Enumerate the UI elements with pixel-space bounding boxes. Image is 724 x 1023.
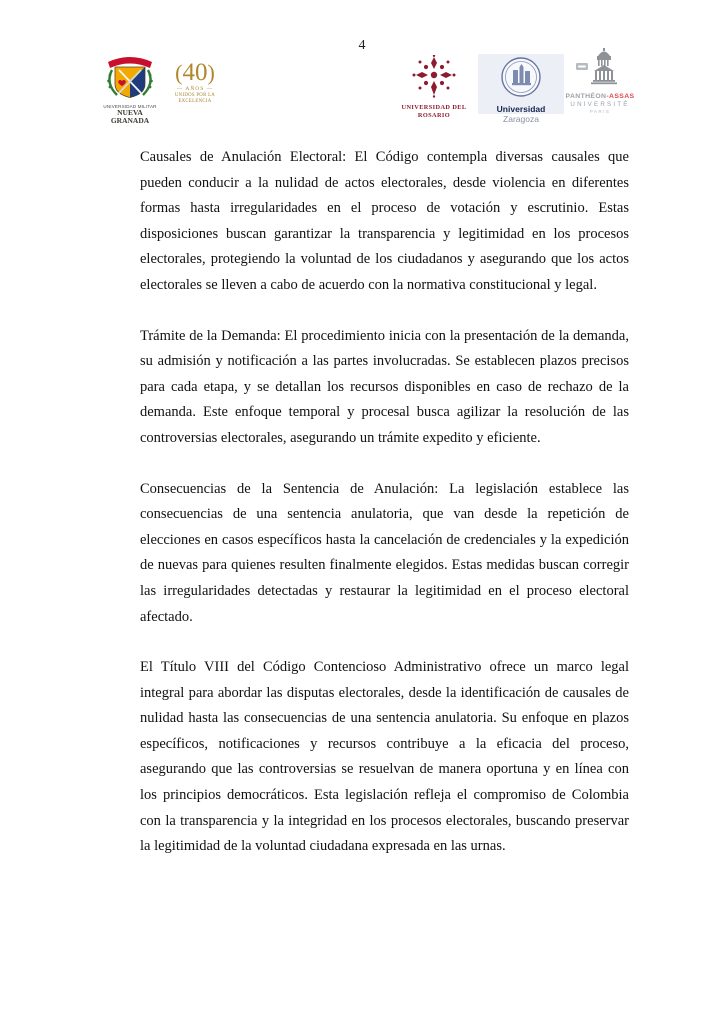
rosario-cross-icon: [408, 86, 460, 103]
anniversary-number: (40): [175, 59, 215, 86]
anniversary-years-label: — AÑOS —: [176, 86, 214, 92]
logo-assas: [562, 47, 638, 115]
paragraph-causales: Causales de Anulación Electoral: El Código contempla diversas causales que pueden conducir a la nulidad de actos electorales, desde violencia en diferentes formas hasta irregularidades en el proceso de votación y escrutinio. Estas disposiciones buscan garantizar la transparencia y legitimidad en los procesos electorales, protegiendo la voluntad de los ciudadanos y asegurando que los actos electorales se lleven a cabo de acuerdo con la normativa constitucional y legal.: [140, 149, 629, 293]
zaragoza-wordmark: Universidad Zaragoza: [496, 104, 546, 124]
assas-name: PANTHÉON-ASSAS: [565, 93, 635, 100]
zaragoza-seal-icon: [499, 85, 543, 102]
assas-paris: PARIS: [589, 109, 611, 114]
rosario-name: UNIVERSIDAD DEL ROSARIO: [401, 104, 467, 119]
logo-rosario: [394, 55, 474, 120]
assas-universite: UNIVERSITÉ: [570, 101, 630, 108]
logo-40-anniversary: [160, 60, 230, 105]
paragraph-tramite: Trámite de la Demanda: El procedimiento inicia con la presentación de la demanda, su admisión y notificación a las partes involucradas. Se establecen plazos precisos para cada etapa, y se detallan los recursos disponibles en caso de rechazo de la demanda. Este enfoque temporal y procesal busca agilizar la resolución de las controversias electorales, asegurando un trámite expedito y eficiente.: [140, 327, 629, 446]
page-number: 4: [358, 38, 366, 53]
logo-zaragoza: [478, 54, 564, 124]
logo-umng: [100, 53, 160, 125]
assas-pantheon-icon: [568, 74, 632, 91]
anniversary-motto: UNIDOS POR LA EXCELENCIA: [174, 93, 216, 104]
paragraph-titulo-viii: El Título VIII del Código Contencioso Administrativo ofrece un marco legal integral para abordar las disputas electorales, desde la identificación de causales de nulidad hasta las consecuencias de una sentencia anulatoria. Su enfoque en plazos específicos, notificaciones y recursos contribuye a la eficacia del proceso, asegurando que las controversias se resuelvan de manera oportuna y en línea con los principios democráticos. Esta legislación refleja el compromiso de Colombia con la transparencia y la integridad en los procesos electorales, buscando preservar la legitimidad de la voluntad ciudadana expresada en las urnas.: [140, 659, 629, 855]
document-body: [140, 145, 629, 885]
paragraph-consecuencias: Consecuencias de la Sentencia de Anulación: La legislación establece las consecuencias de una sentencia anulatoria, que van desde la repetición de elecciones en casos específicos hasta la cancelación de credenciales y la expedición de nuevas para quienes resulten finalmente elegidos. Estas medidas buscan corregir las irregularidades detectadas y restaurar la legitimidad en el proceso electoral afectado.: [140, 480, 629, 625]
umng-shield-icon: [102, 86, 158, 103]
umng-name-line1: UNIVERSIDAD MILITAR: [103, 104, 157, 109]
umng-name-line2: NUEVA GRANADA: [110, 108, 150, 125]
